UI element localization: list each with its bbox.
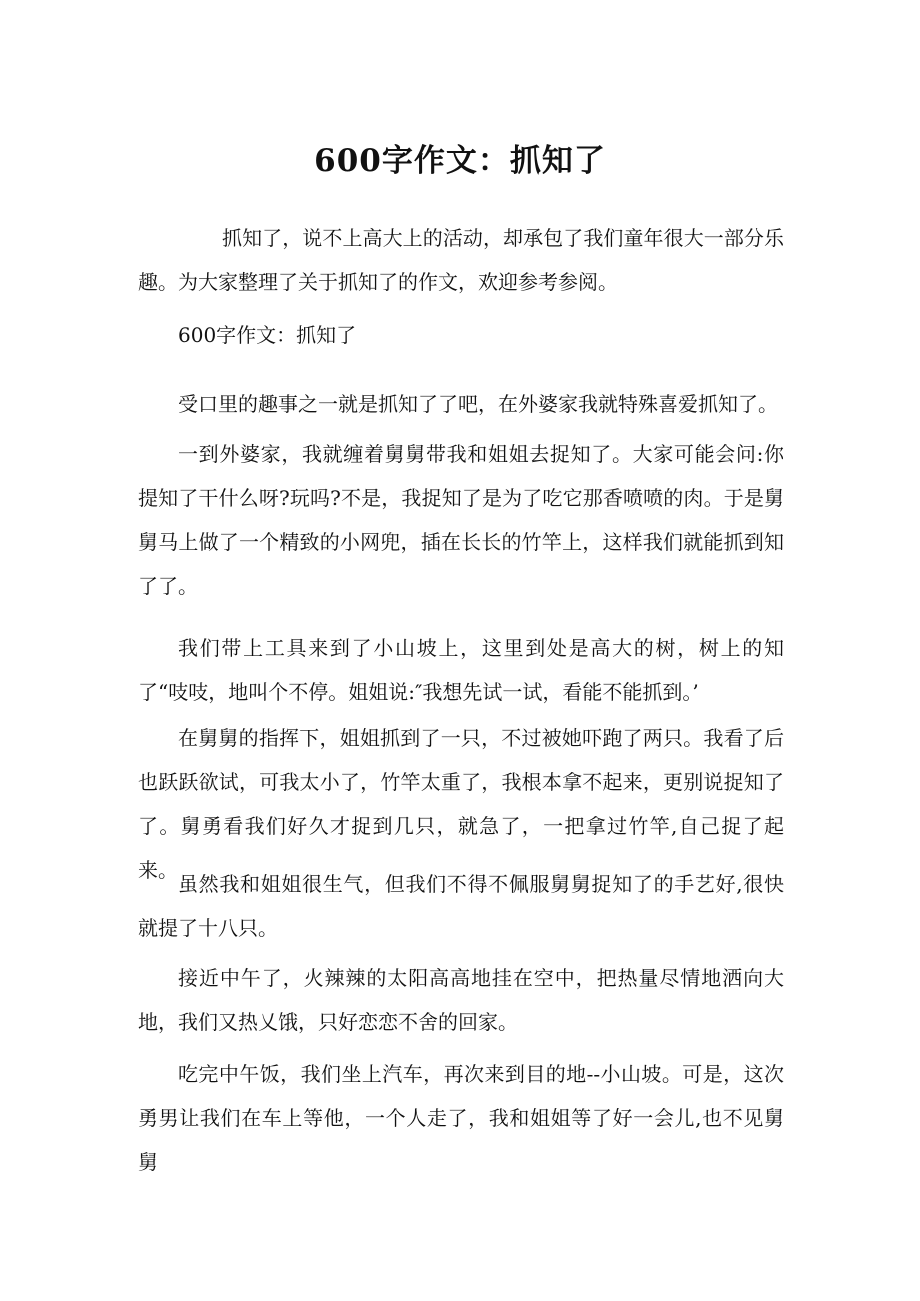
body-paragraph: 受口里的趣事之一就是抓知了了吧，在外婆家我就特殊喜爱抓知了。 [178,392,778,416]
body-paragraph: 一到外婆家，我就缠着舅舅带我和姐姐去捉知了。大家可能会问:你提知了干什么呀?玩吗?不是，我捉知了是为了吃它那香喷喷的肉。于是舅舅马上做了一个精致的小网兜，插在长长的竹竿上，这样我们就能抓到知了了。 [138,442,784,598]
body-paragraph: 虽然我和姐姐很生气，但我们不得不佩服舅舅捉知了的手艺好,很快就提了十八只。 [138,872,784,940]
body-paragraph: 我们带上工具来到了小山坡上，这里到处是高大的树，树上的知了“吱吱，地叫个不停。姐姐说:″我想先试一试，看能不能抓到。’ [138,636,784,704]
body-paragraph: 吃完中午饭，我们坐上汽车，再次来到目的地--小山坡。可是，这次勇男让我们在车上等他，一个人走了，我和姐姐等了好一会儿,也不见舅舅 [138,1062,784,1174]
intro-paragraph: 抓知了，说不上高大上的活动，却承包了我们童年很大一部分乐趣。为大家整理了关于抓知了的作文，欢迎参考参阅。 [138,226,784,294]
body-paragraph: 接近中午了，火辣辣的太阳高高地挂在空中，把热量尽情地洒向大地，我们又热乂饿，只好恋恋不舍的回家。 [138,966,784,1034]
document-title: 600字作文：抓知了 [314,143,606,179]
body-paragraph: 在舅舅的指挥下，姐姐抓到了一只，不过被她吓跑了两只。我看了后也跃跃欲试，可我太小了，竹竿太重了，我根本拿不起来，更别说捉知了了。舅勇看我们好久才捉到几只，就急了，一把拿过竹竿,自己捉了起来。 [138,726,784,882]
section-subtitle: 600字作文：抓知了 [178,323,357,347]
